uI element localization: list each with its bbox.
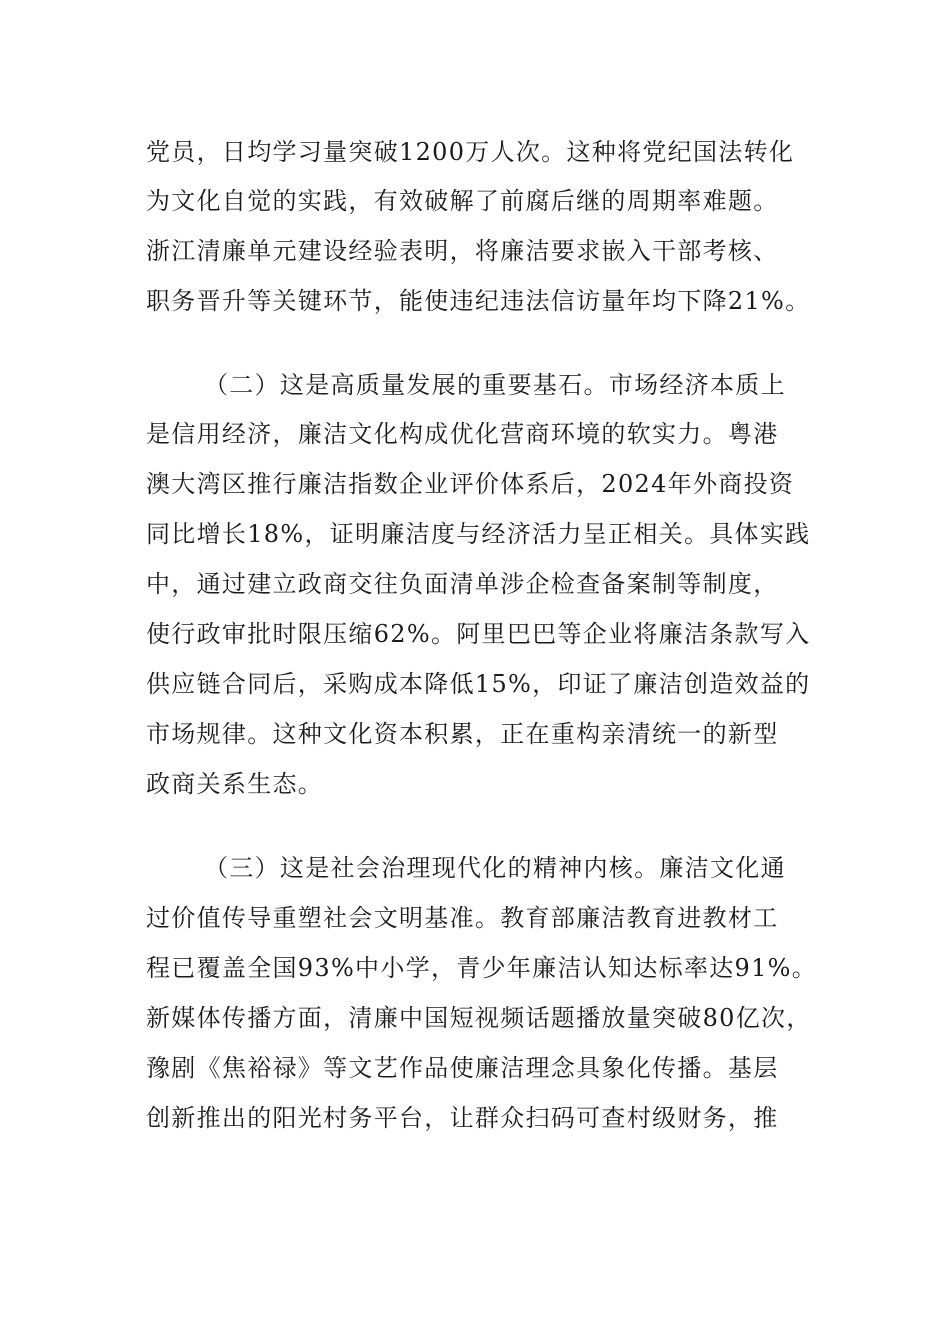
- text-line: 创新推出的阳光村务平台，让群众扫码可查村级财务，推: [146, 1104, 779, 1132]
- text-line: 过价值传导重塑社会文明基准。教育部廉洁教育进教材工: [146, 904, 779, 932]
- text-line: 同比增长18%，证明廉洁度与经济活力呈正相关。具体实践: [146, 520, 811, 548]
- text-line: 中，通过建立政商交往负面清单涉企检查备案制等制度，: [146, 570, 779, 598]
- text-line: 党员，日均学习量突破1200万人次。这种将党纪国法转化: [146, 138, 795, 166]
- text-line: 为文化自觉的实践，有效破解了前腐后继的周期率难题。: [146, 187, 779, 215]
- text-line: 新媒体传播方面，清廉中国短视频话题播放量突破80亿次，: [146, 1004, 812, 1032]
- text-line: 浙江清廉单元建设经验表明，将廉洁要求嵌入干部考核、: [146, 237, 779, 265]
- section-heading-line: （三）这是社会治理现代化的精神内核。廉洁文化通: [204, 854, 786, 882]
- text-line: 市场规律。这种文化资本积累，正在重构亲清统一的新型: [146, 720, 779, 748]
- text-line: 政商关系生态。: [146, 770, 324, 798]
- text-line: 豫剧《焦裕禄》等文艺作品使廉洁理念具象化传播。基层: [146, 1054, 779, 1082]
- text-line: 澳大湾区推行廉洁指数企业评价体系后，2024年外商投资: [146, 470, 795, 498]
- text-line: 是信用经济，廉洁文化构成优化营商环境的软实力。粤港: [146, 420, 779, 448]
- text-line: 使行政审批时限压缩62%。阿里巴巴等企业将廉洁条款写入: [146, 620, 811, 648]
- section-heading-line: （二）这是高质量发展的重要基石。市场经济本质上: [204, 371, 786, 399]
- text-line: 职务晋升等关键环节，能使违纪违法信访量年均下降21%。: [146, 287, 811, 315]
- text-line: 程已覆盖全国93%中小学，青少年廉洁认知达标率达91%。: [146, 954, 818, 982]
- text-line: 供应链合同后，采购成本降低15%，印证了廉洁创造效益的: [146, 670, 811, 698]
